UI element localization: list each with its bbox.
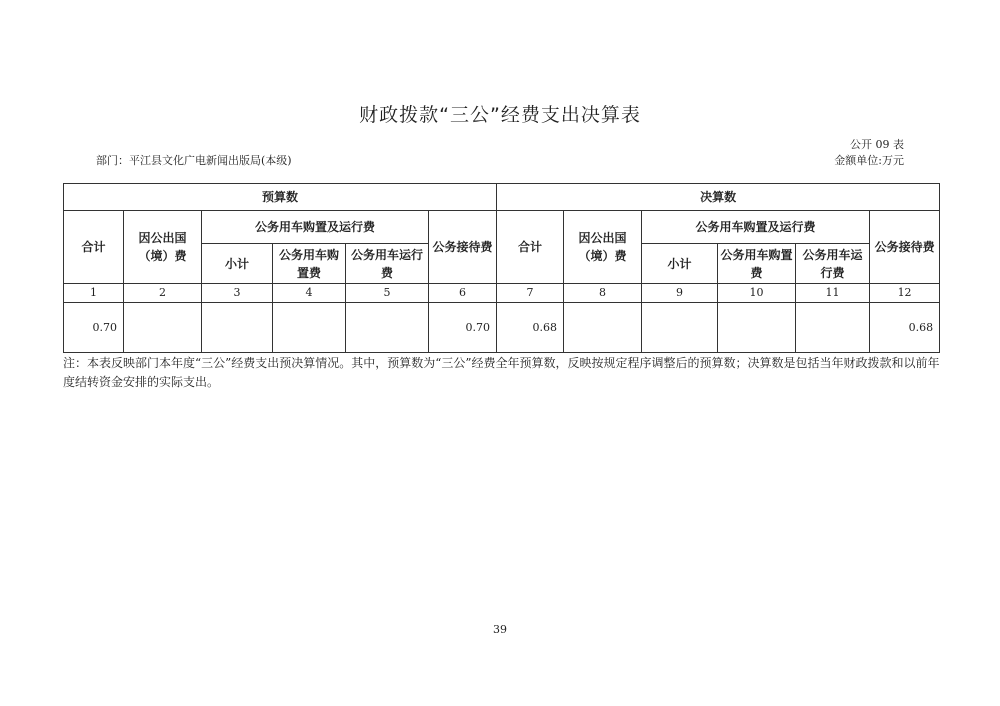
table-cell: [718, 303, 796, 353]
table-cell: 0.70: [64, 303, 124, 353]
table-cell: [564, 303, 642, 353]
budget-vehicle-purchase-header: 公务用车购置费: [273, 244, 346, 284]
table-cell: 0.68: [870, 303, 940, 353]
final-abroad-header: 因公出国（境）费: [564, 211, 642, 284]
table-cell: [273, 303, 346, 353]
budget-total-header: 合计: [64, 211, 124, 284]
page-number: 39: [493, 623, 507, 636]
column-index: 12: [870, 284, 940, 303]
final-vehicle-purchase-header: 公务用车购置费: [718, 244, 796, 284]
column-index: 11: [796, 284, 870, 303]
column-index: 10: [718, 284, 796, 303]
final-vehicle-operation-header: 公务用车运行费: [796, 244, 870, 284]
three-public-expenses-table: [63, 183, 940, 353]
column-index: 3: [202, 284, 273, 303]
final-subtotal-header: 小计: [642, 244, 718, 284]
column-index: 4: [273, 284, 346, 303]
column-index: 2: [124, 284, 202, 303]
table-cell: 0.68: [497, 303, 564, 353]
budget-header: 预算数: [64, 184, 497, 211]
column-index: 9: [642, 284, 718, 303]
table-cell: [202, 303, 273, 353]
budget-vehicle-operation-header: 公务用车运行费: [346, 244, 429, 284]
table-row: [64, 303, 940, 353]
budget-reception-header: 公务接待费: [429, 211, 497, 284]
department-label: 部门：平江县文化广电新闻出版局(本级): [96, 154, 292, 167]
table-cell: [642, 303, 718, 353]
form-number: 公开 09 表: [850, 138, 904, 151]
column-index: 6: [429, 284, 497, 303]
table-note: 注：本表反映部门本年度“三公”经费支出预决算情况。其中，预算数为“三公”经费全年预算数，反映按规定程序调整后的预算数；决算数是包括当年财政拨款和以前年度结转资金安排的实际支出。: [63, 356, 940, 389]
column-index: 1: [64, 284, 124, 303]
budget-vehicle-group-header: 公务用车购置及运行费: [202, 211, 429, 244]
column-index: 7: [497, 284, 564, 303]
column-index-row: [64, 284, 940, 303]
final-reception-header: 公务接待费: [870, 211, 940, 284]
table-cell: [796, 303, 870, 353]
page-title: 财政拨款“三公”经费支出决算表: [359, 104, 641, 126]
final-header: 决算数: [497, 184, 940, 211]
amount-unit-label: 金额单位:万元: [834, 154, 904, 167]
budget-abroad-header: 因公出国（境）费: [124, 211, 202, 284]
budget-subtotal-header: 小计: [202, 244, 273, 284]
final-total-header: 合计: [497, 211, 564, 284]
table-cell: [346, 303, 429, 353]
table-cell: 0.70: [429, 303, 497, 353]
column-index: 8: [564, 284, 642, 303]
table-cell: [124, 303, 202, 353]
final-vehicle-group-header: 公务用车购置及运行费: [642, 211, 870, 244]
column-index: 5: [346, 284, 429, 303]
